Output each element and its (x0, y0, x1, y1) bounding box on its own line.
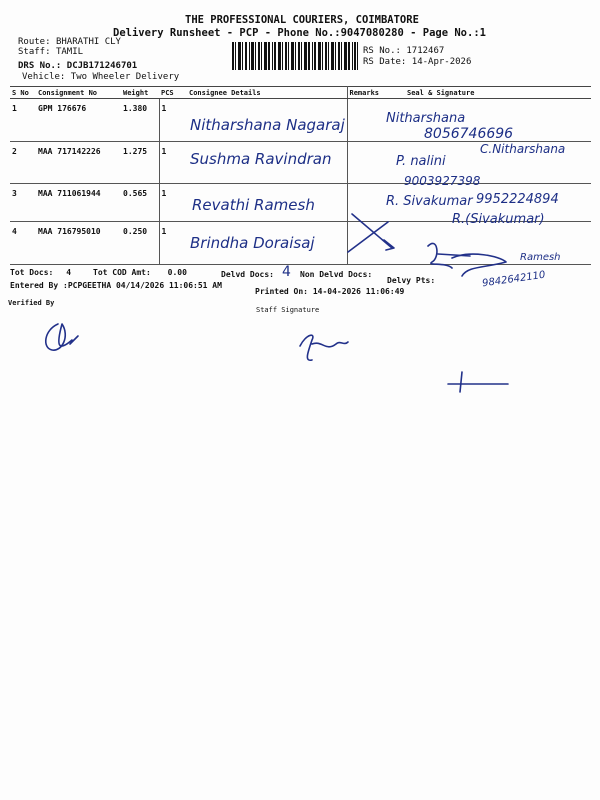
entered-by (10, 281, 222, 290)
delvd-docs-label: Delvd Docs: (221, 270, 274, 279)
cell-sno: 2 (10, 142, 36, 184)
staff-signature (300, 335, 348, 360)
cross-mark (348, 214, 394, 252)
rs-no-label: RS No.: (363, 46, 401, 56)
cell-weight: 1.380 (121, 99, 159, 142)
staff-signature-label: Staff Signature (256, 306, 320, 314)
signature-phone: 8056746696 (424, 126, 514, 142)
runsheet-subtitle: Delivery Runsheet - PCP - Phone No.:9047080280 - Page No.:1 (113, 27, 486, 39)
cell-pcs: 1 (159, 184, 187, 222)
rs-no-value: 1712467 (406, 46, 445, 56)
staff-label: Staff: (18, 47, 51, 57)
col-weight: Weight (121, 87, 159, 99)
tot-docs (10, 268, 71, 277)
printed-on-label: Printed On: (255, 287, 308, 296)
tot-cod-value: 0.00 (167, 268, 187, 277)
col-consignee: Consignee Details (187, 87, 347, 99)
col-consignment: Consignment No (36, 87, 121, 99)
staff-value: TAMIL (55, 47, 84, 57)
signature-phone: 9003927398 (404, 174, 481, 188)
vehicle-label: Vehicle: (22, 72, 66, 82)
non-delvd-label: Non Delvd Docs: (300, 270, 373, 279)
handwritten-consignee: Nitharshana Nagaraj (190, 116, 345, 134)
handwritten-delvd-count: 4 (282, 264, 291, 280)
col-seal-signature: Seal & Signature (387, 87, 591, 99)
cell-weight: 0.565 (121, 184, 159, 222)
col-sno: S No (10, 87, 36, 99)
signature-phone: 9952224894 (476, 192, 559, 207)
col-remarks: Remarks (347, 87, 387, 99)
signature-name: Nitharshana (386, 111, 466, 126)
signature-name: Ramesh (520, 252, 561, 263)
route-label: Route: (18, 37, 51, 47)
cell-consignment: MAA 711061944 (36, 184, 121, 222)
rs-date-value: 14-Apr-2026 (411, 57, 472, 67)
tot-docs-label: Tot Docs: (10, 268, 54, 277)
signature-name: R. Sivakumar (386, 194, 473, 209)
scribble-row4 (452, 254, 506, 276)
col-pcs: PCS (159, 87, 187, 99)
cell-sno: 3 (10, 184, 36, 222)
drs-value: DCJB171246701 (66, 61, 138, 71)
cell-consignment: MAA 717142226 (36, 142, 121, 184)
rs-date-label: RS Date: (363, 57, 407, 67)
verified-signature (46, 324, 78, 350)
cell-weight: 0.250 (121, 222, 159, 265)
printed-on (255, 287, 404, 296)
initial-scribble (428, 243, 470, 268)
cell-sno: 4 (10, 222, 36, 265)
tot-docs-value: 4 (66, 268, 72, 277)
signature-name: P. nalini (396, 154, 446, 169)
printed-on-value: 14-04-2026 11:06:49 (312, 287, 405, 296)
cell-pcs: 1 (159, 142, 187, 184)
company-name: THE PROFESSIONAL COURIERS, COIMBATORE (185, 14, 419, 26)
signature-extra: C.Nitharshana (480, 142, 566, 156)
verified-by-label: Verified By (8, 299, 55, 307)
handwritten-consignee: Revathi Ramesh (192, 196, 315, 214)
cell-sno: 1 (10, 99, 36, 142)
cell-weight: 1.275 (121, 142, 159, 184)
cell-pcs: 1 (159, 99, 187, 142)
cell-consignment: MAA 716795010 (36, 222, 121, 265)
signature-phone: 9842642110 (481, 269, 547, 290)
cell-pcs: 1 (159, 222, 187, 265)
tot-cod-label: Tot COD Amt: (93, 268, 151, 277)
handwritten-consignee: Brindha Doraisaj (190, 234, 315, 252)
delvy-pts-label: Delvy Pts: (387, 276, 436, 285)
entered-by-value: :PCPGEETHA 04/14/2026 11:06:51 AM (63, 281, 222, 290)
handwritten-consignee: Sushma Ravindran (190, 150, 332, 168)
tot-cod (93, 268, 187, 277)
signature-extra: R.(Sivakumar) (452, 212, 545, 227)
drs-label: DRS No.: (18, 61, 62, 71)
cell-consignment: GPM 176676 (36, 99, 121, 142)
vehicle-value: Two Wheeler Delivery (70, 72, 180, 82)
entered-by-label: Entered By (10, 281, 59, 290)
route-value: BHARATHI CLY (55, 37, 121, 47)
margin-mark (448, 372, 508, 392)
